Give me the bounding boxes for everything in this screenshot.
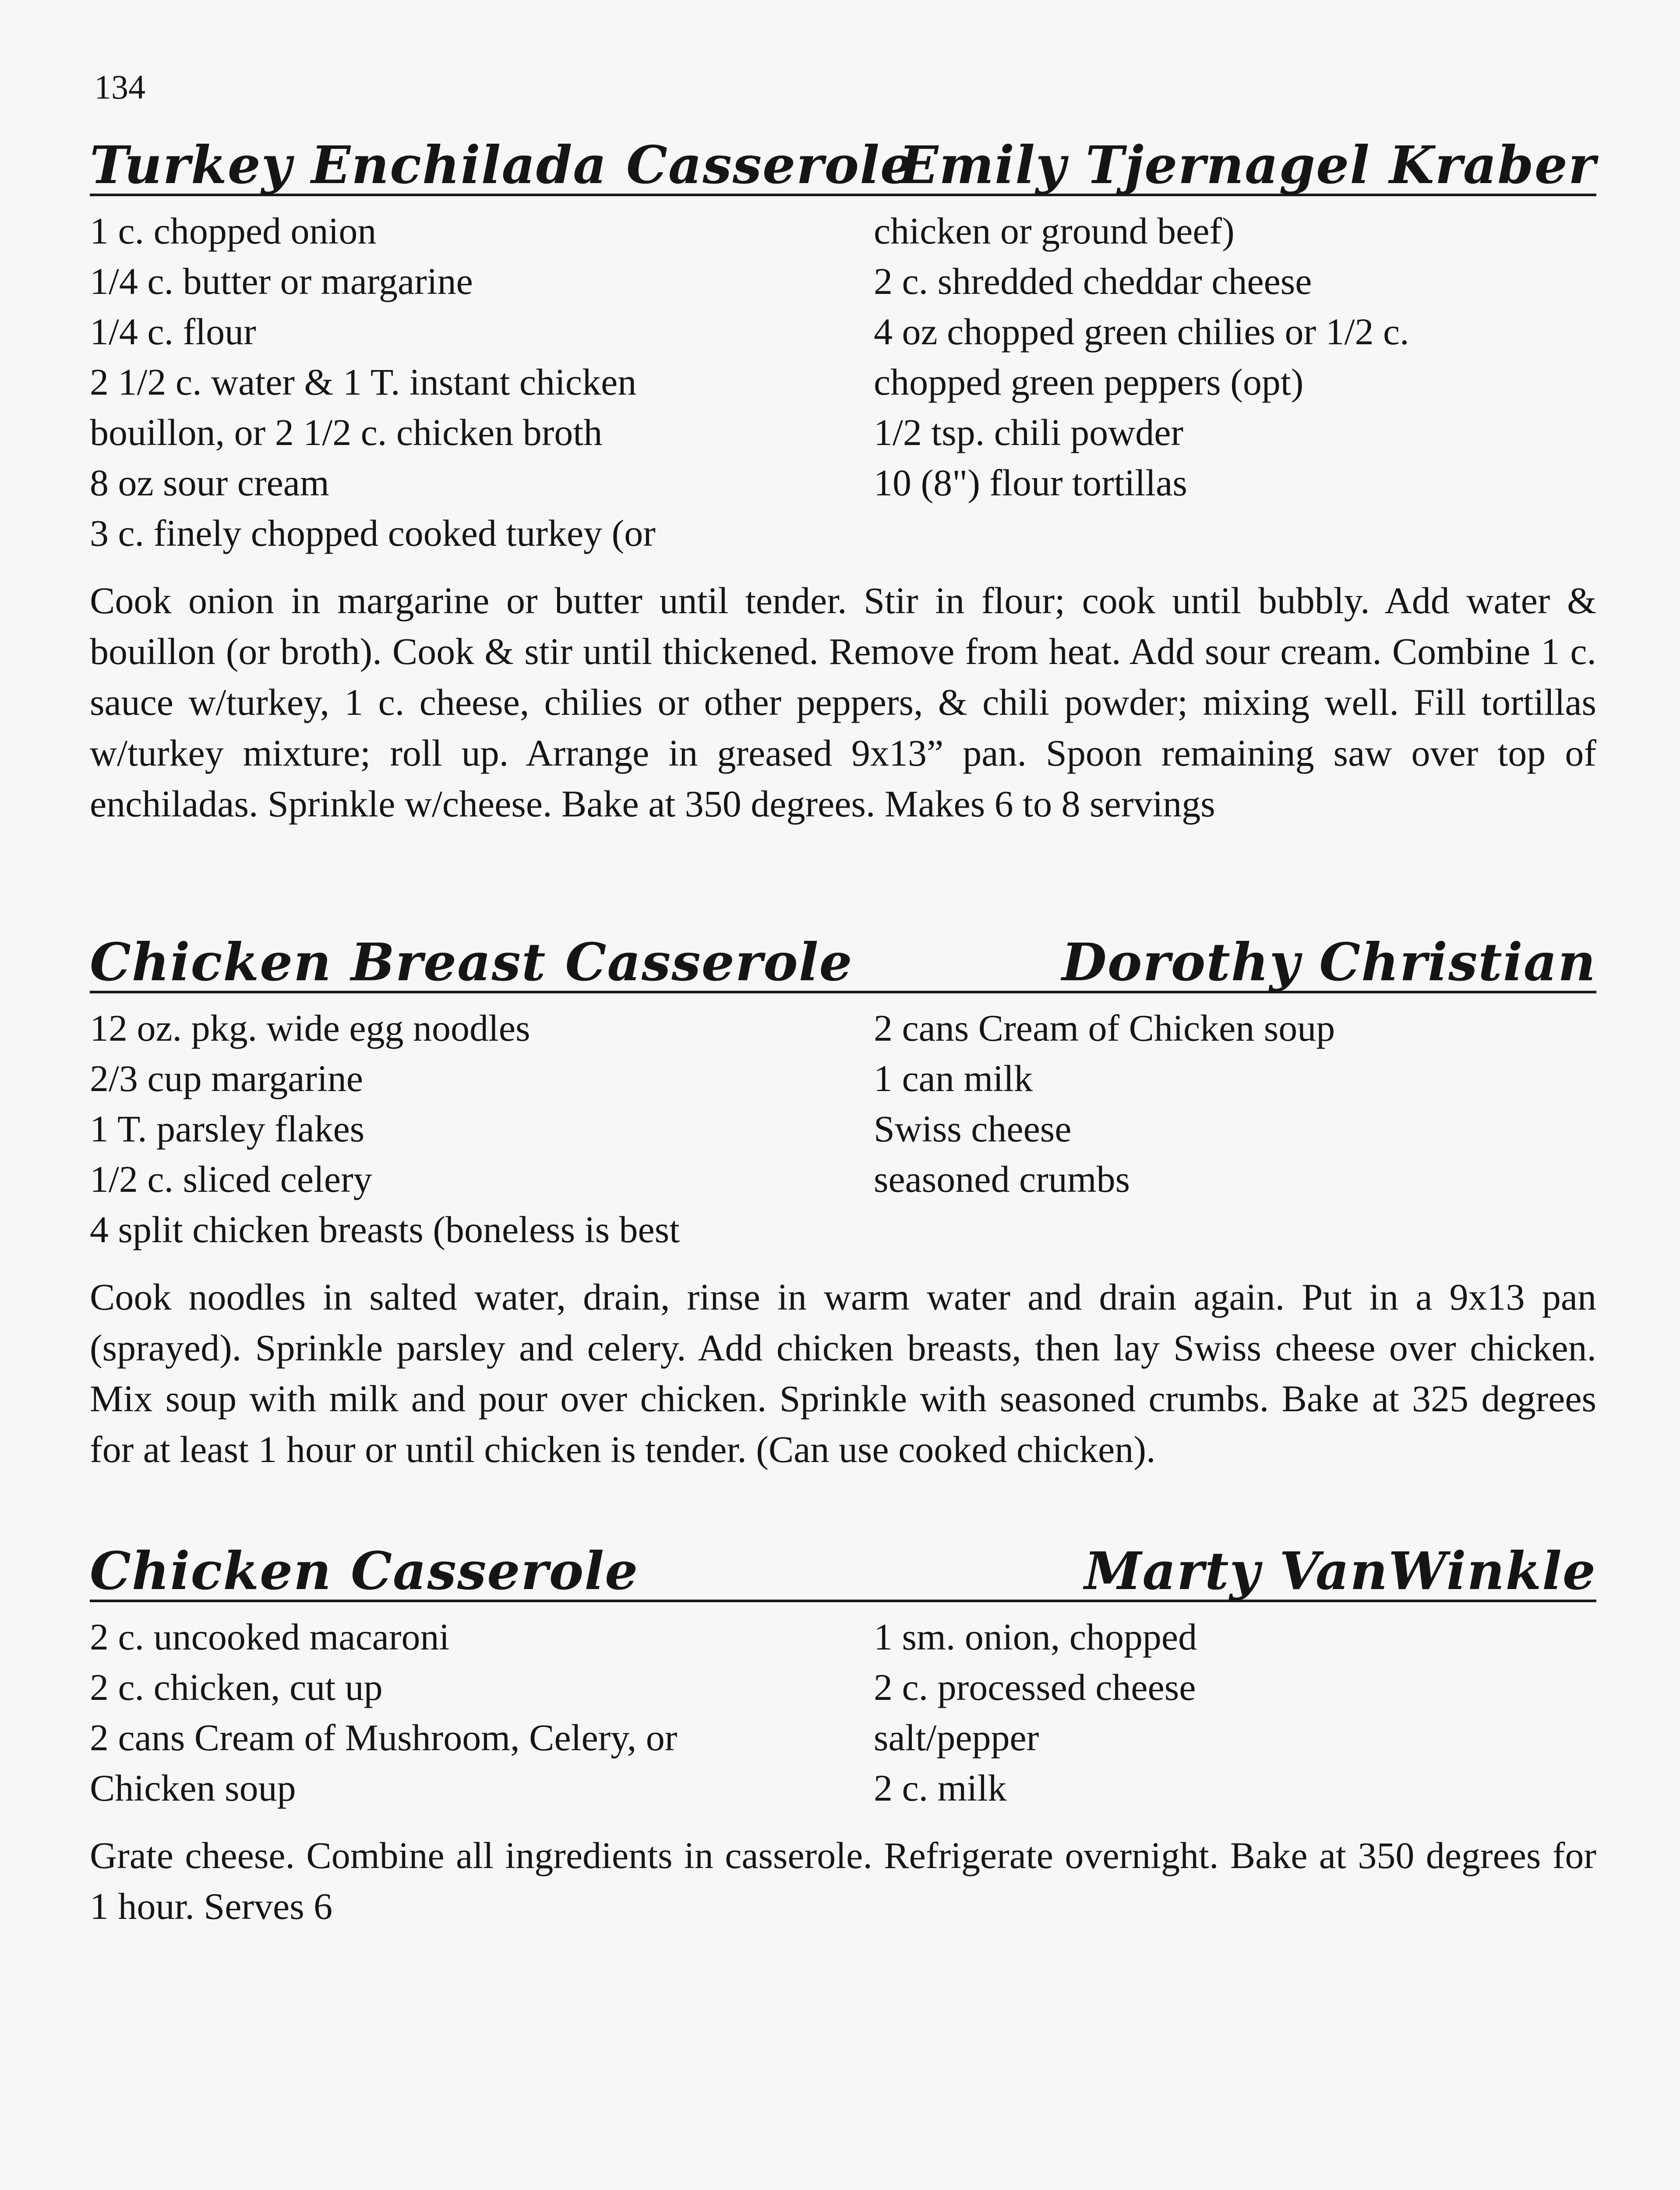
ingredient-line: 1 can milk: [874, 1057, 1033, 1099]
recipe-turkey-enchilada-casserole: [90, 128, 1596, 867]
ingredients-list: [90, 1003, 1596, 1255]
ingredient-line: 1/2 tsp. chili powder: [874, 411, 1184, 453]
ingredient-line: 2 1/2 c. water & 1 T. instant chicken: [90, 361, 637, 403]
ingredient-line: 4 oz chopped green chilies or 1/2 c.: [874, 311, 1409, 353]
ingredient-line: bouillon, or 2 1/2 c. chicken broth: [90, 411, 603, 453]
ingredient-line: 2 c. chicken, cut up: [90, 1666, 383, 1708]
recipe-title: Turkey Enchilada Casserole: [90, 134, 914, 195]
recipe-chicken-breast-casserole: [90, 925, 1596, 1512]
ingredients-right-column: [874, 1003, 1596, 1255]
ingredient-line: chopped green peppers (opt): [874, 361, 1304, 403]
ingredients-list: [90, 206, 1596, 558]
ingredient-line: 8 oz sour cream: [90, 462, 329, 504]
ingredient-line: 2 c. milk: [874, 1767, 1007, 1809]
recipe-header: [90, 1534, 1596, 1602]
ingredient-line: 1/2 c. sliced celery: [90, 1158, 372, 1200]
ingredient-line: chicken or ground beef): [874, 210, 1235, 252]
ingredients-left-column: [90, 206, 812, 558]
ingredient-line: 2/3 cup margarine: [90, 1057, 364, 1099]
ingredient-line: 2 c. processed cheese: [874, 1666, 1196, 1708]
recipe-author: Marty VanWinkle: [1084, 1540, 1596, 1601]
recipe-author: Emily Tjernagel Kraber: [899, 134, 1596, 195]
ingredients-right-column: [874, 206, 1596, 558]
ingredients-left-column: [90, 1612, 812, 1813]
ingredient-line: 1 sm. onion, chopped: [874, 1616, 1197, 1658]
recipe-directions: Grate cheese. Combine all ingredients in casserole. Refrigerate overnight. Bake at 350 degrees for 1 hour. Serves 6: [90, 1834, 1596, 1927]
ingredients-list: [90, 1612, 1596, 1813]
ingredient-line: 10 (8") flour tortillas: [874, 462, 1187, 504]
recipe-chicken-casserole: [90, 1534, 1596, 1969]
ingredient-line: Chicken soup: [90, 1767, 296, 1809]
ingredient-line: 1/4 c. butter or margarine: [90, 260, 473, 302]
recipe-author: Dorothy Christian: [1062, 932, 1596, 993]
page-number: 134: [94, 68, 145, 106]
ingredient-line: 1 T. parsley flakes: [90, 1108, 365, 1150]
ingredient-line: 1 c. chopped onion: [90, 210, 377, 252]
ingredients-right-column: [874, 1612, 1596, 1813]
recipe-title: Chicken Casserole: [90, 1540, 639, 1601]
ingredient-line: 2 c. uncooked macaroni: [90, 1616, 450, 1658]
ingredient-line: Swiss cheese: [874, 1108, 1072, 1150]
ingredient-line: 3 c. finely chopped cooked turkey (or: [90, 512, 656, 554]
ingredient-line: 2 cans Cream of Mushroom, Celery, or: [90, 1717, 678, 1759]
recipe-title: Chicken Breast Casserole: [90, 932, 853, 993]
ingredient-line: 12 oz. pkg. wide egg noodles: [90, 1007, 530, 1049]
ingredient-line: 2 cans Cream of Chicken soup: [874, 1007, 1335, 1049]
ingredient-line: seasoned crumbs: [874, 1158, 1130, 1200]
ingredient-line: 1/4 c. flour: [90, 311, 256, 353]
ingredient-line: 4 split chicken breasts (boneless is best: [90, 1208, 680, 1250]
recipe-directions: Cook noodles in salted water, drain, rinse in warm water and drain again. Put in a 9x13 pan (sprayed). Sprinkle parsley and celery. Add chicken breasts, then lay Swiss cheese over chicken. Mix soup with milk and pour over chicken. Sprinkle with seasoned crumbs. Bake at 325 degrees for at least 1 hour or until chicken is tender. (Can use cooked chicken).: [90, 1276, 1596, 1470]
ingredient-line: salt/pepper: [874, 1717, 1039, 1759]
recipe-header: [90, 925, 1596, 993]
recipe-directions: Cook onion in margarine or butter until tender. Stir in flour; cook until bubbly. Add water & bouillon (or broth). Cook & stir until thickened. Remove from heat. Add sour cream. Combine 1 c. sauce w/turkey, 1 c. cheese, chilies or other peppers, & chili powder; mixing well. Fill tortillas w/turkey mixture; roll up. Arrange in greased 9x13” pan. Spoon remaining saw over top of enchiladas. Sprinkle w/cheese. Bake at 350 degrees. Makes 6 to 8 servings: [90, 579, 1596, 825]
ingredients-left-column: [90, 1003, 812, 1255]
recipe-header: [90, 128, 1596, 196]
ingredient-line: 2 c. shredded cheddar cheese: [874, 260, 1312, 302]
